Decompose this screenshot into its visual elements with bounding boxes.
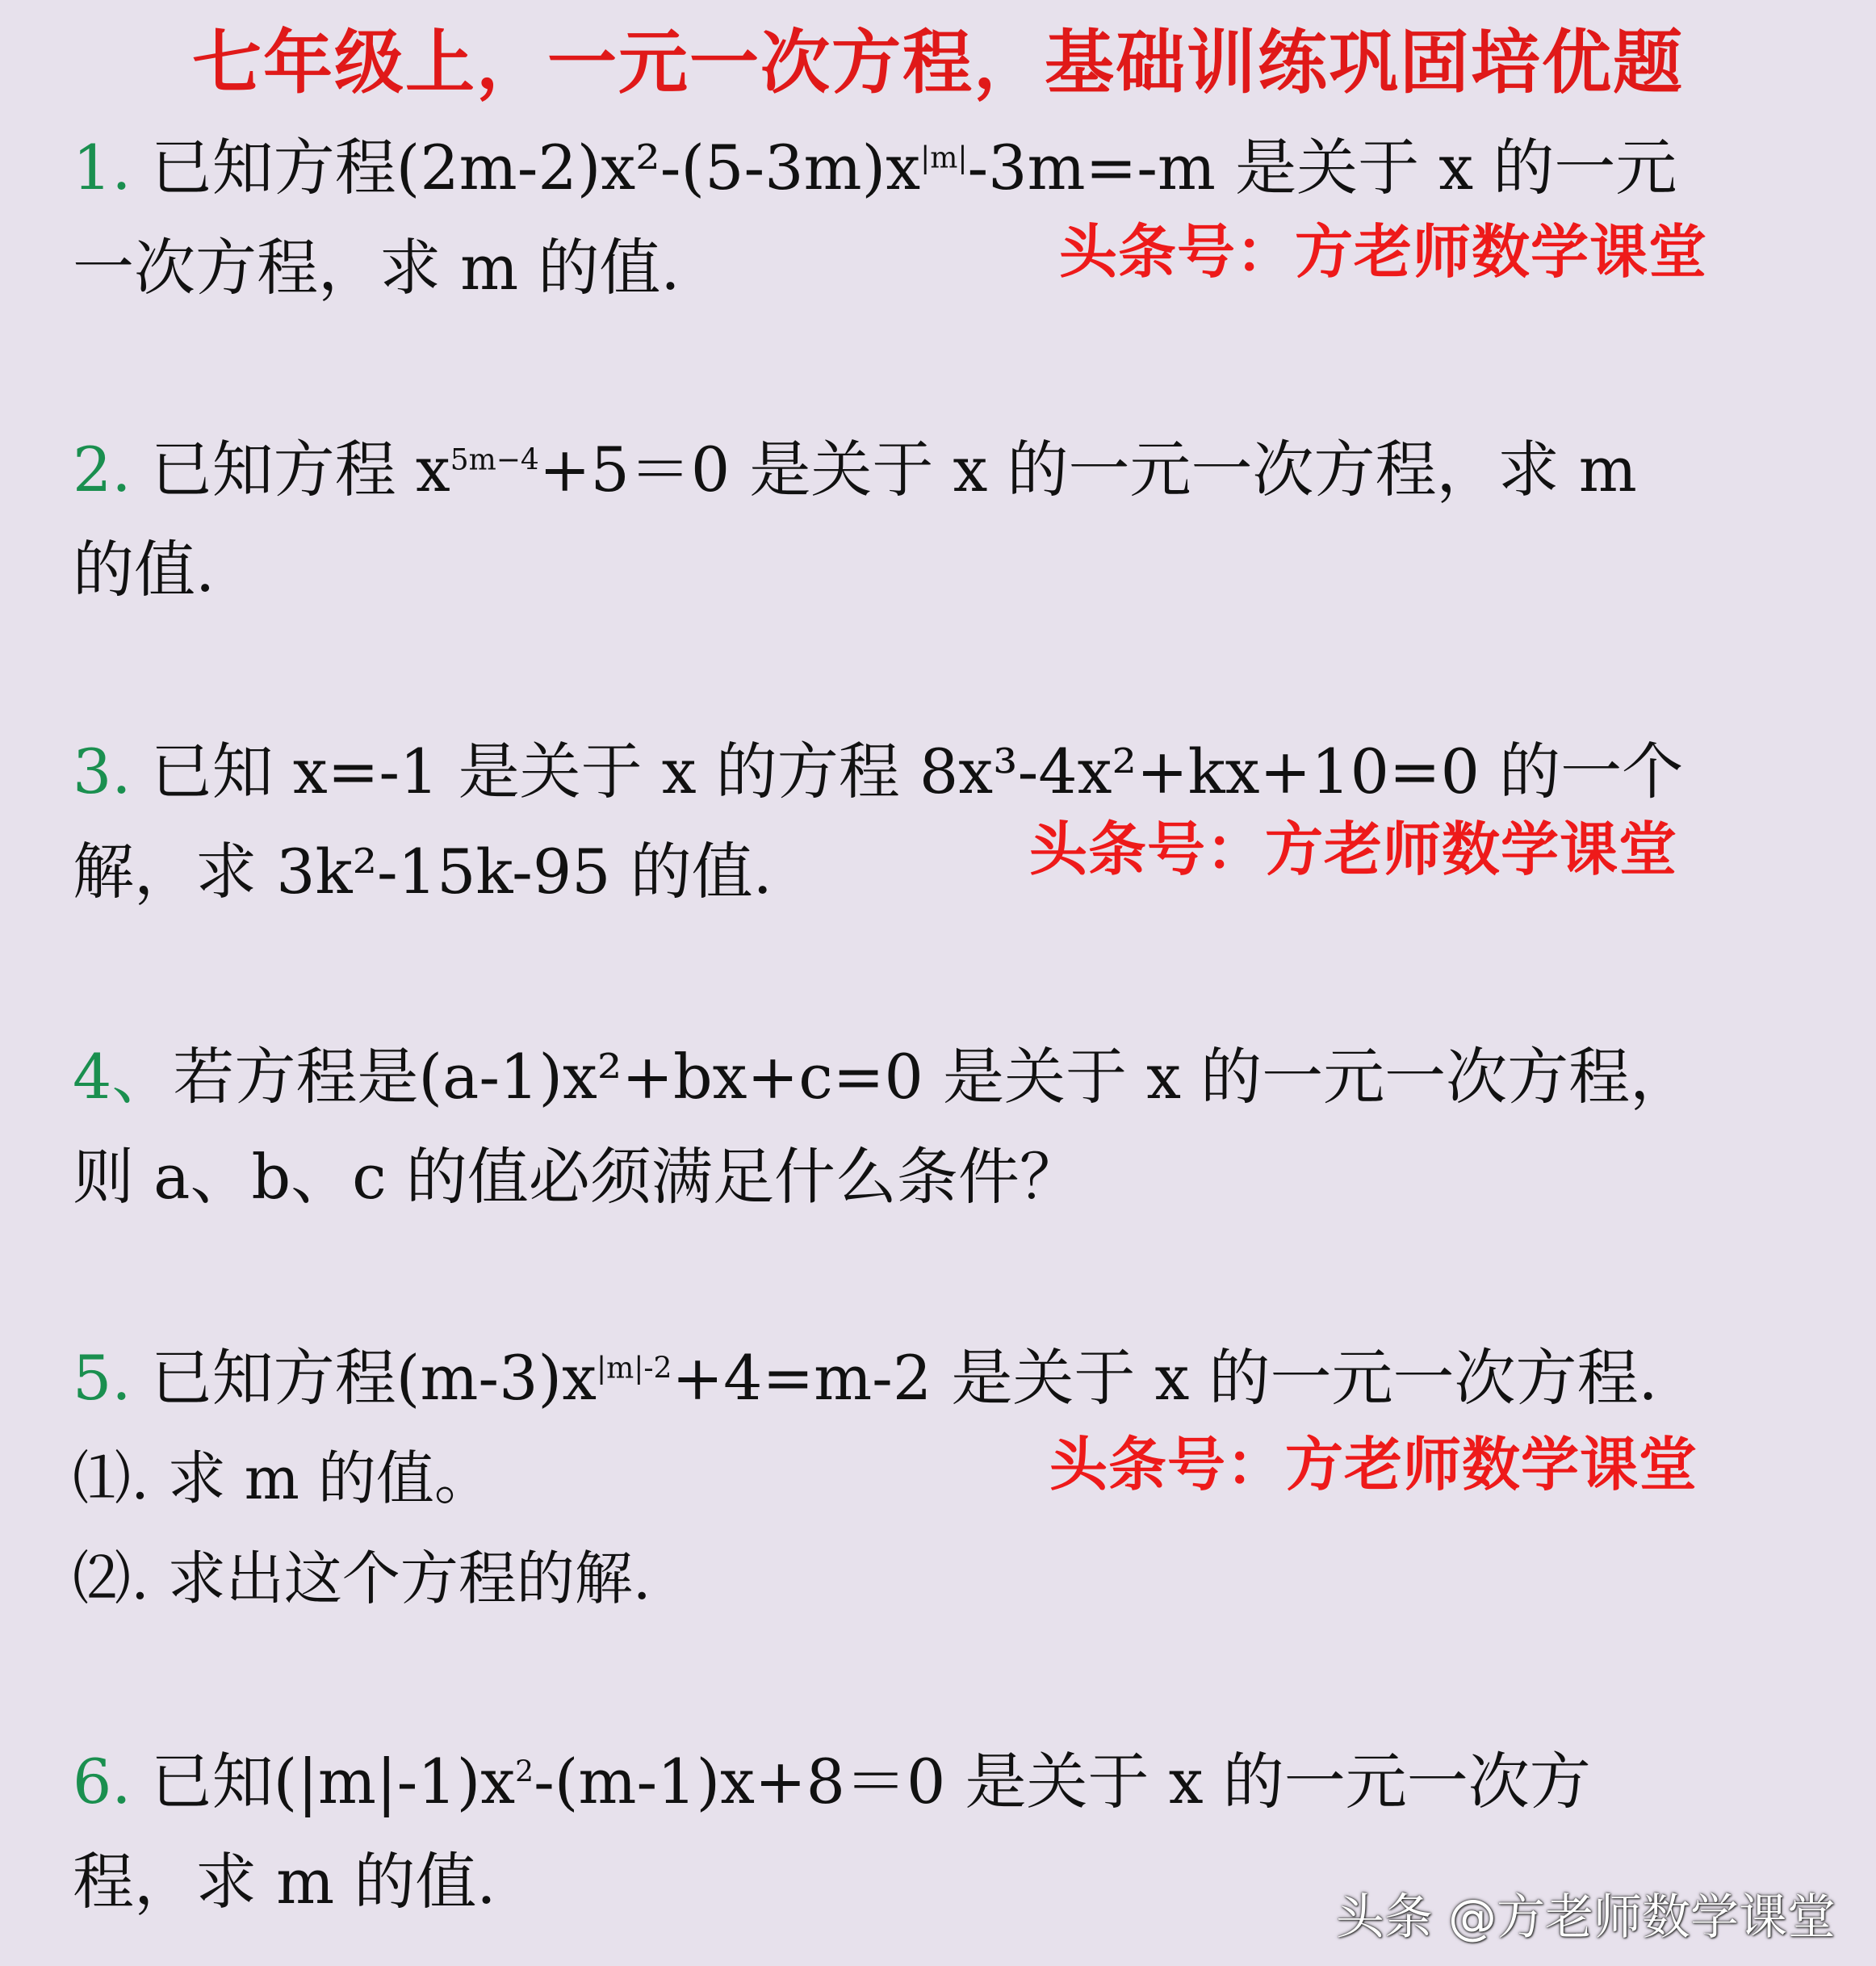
exponent: |m| bbox=[920, 141, 968, 175]
problem-2-line-1 bbox=[73, 420, 1768, 520]
watermark-label: 头条号：方老师数学课堂 bbox=[1049, 1430, 1698, 1499]
problem-4 bbox=[73, 1027, 1768, 1227]
problem-number: 5. bbox=[73, 1342, 132, 1414]
problem-5-sub-2: ⑵. 求出这个方程的解. bbox=[73, 1545, 651, 1612]
problem-number: 1. bbox=[73, 132, 132, 203]
problem-text: +4=m-2 是关于 x 的一元一次方程. bbox=[672, 1342, 1658, 1414]
problem-1-line-1 bbox=[73, 118, 1768, 218]
problem-2-line-2: 的值. bbox=[73, 534, 216, 606]
watermark-label: 头条号：方老师数学课堂 bbox=[1059, 217, 1708, 286]
page-title: 七年级上，一元一次方程，基础训练巩固培优题 bbox=[192, 22, 1684, 103]
problem-1-line-2: 一次方程，求 m 的值. bbox=[73, 232, 680, 304]
problem-text: 若方程是(a-1)x²+bx+c=0 是关于 x 的一元一次方程， bbox=[173, 1041, 1692, 1113]
problem-text: 已知(|m|-1)x bbox=[131, 1746, 516, 1817]
watermark-label: 头条号：方老师数学课堂 bbox=[1029, 815, 1678, 883]
problem-4-line-1 bbox=[73, 1027, 1768, 1127]
problem-text: +5＝0 是关于 x 的一元一次方程，求 m bbox=[538, 434, 1637, 505]
problem-4-line-2: 则 a、b、c 的值必须满足什么条件？ bbox=[73, 1141, 1081, 1213]
exponent: 2 bbox=[515, 1755, 534, 1789]
exponent: |m|-2 bbox=[596, 1352, 672, 1385]
problem-text: -3m=-m 是关于 x 的一元 bbox=[967, 132, 1677, 203]
problem-text: 已知方程(m-3)x bbox=[131, 1342, 597, 1414]
problem-3-line-2: 解，求 3k²-15k-95 的值. bbox=[73, 836, 773, 908]
source-watermark: 头条 @方老师数学课堂 bbox=[1335, 1889, 1836, 1946]
problem-text: 已知方程 x bbox=[131, 434, 450, 505]
problem-5-line-1 bbox=[73, 1328, 1768, 1428]
problem-6-line-1 bbox=[73, 1732, 1768, 1832]
exponent: 5m−4 bbox=[450, 443, 539, 477]
problem-3-line-1 bbox=[73, 722, 1768, 822]
problem-number: 3. bbox=[73, 736, 132, 807]
problem-number: 2. bbox=[73, 434, 132, 505]
problem-2 bbox=[73, 420, 1768, 620]
problem-text: 已知 x=-1 是关于 x 的方程 8x³-4x²+kx+10=0 的一个 bbox=[131, 736, 1684, 807]
problem-text: 已知方程(2m-2)x²-(5-3m)x bbox=[131, 132, 921, 203]
problem-5-sub-1: ⑴. 求 m 的值。 bbox=[73, 1444, 492, 1512]
problem-number: 4、 bbox=[73, 1041, 174, 1113]
problem-number: 6. bbox=[73, 1746, 132, 1817]
problem-6-line-2: 程，求 m 的值. bbox=[73, 1846, 496, 1918]
problem-text: -(m-1)x+8＝0 是关于 x 的一元一次方 bbox=[534, 1746, 1591, 1817]
